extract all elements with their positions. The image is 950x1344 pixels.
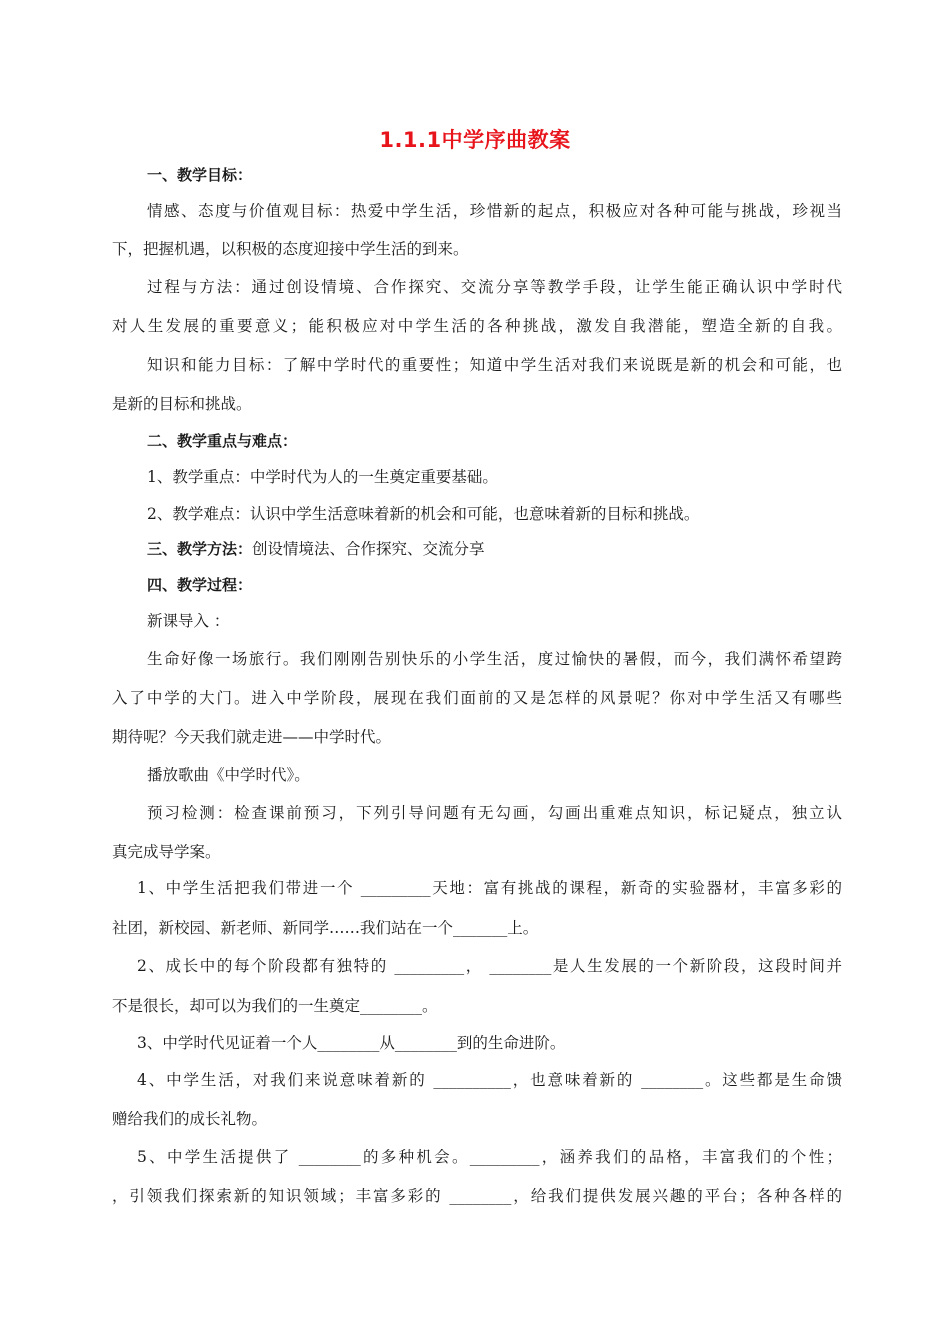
paragraph-line: 预习检测：检查课前预习，下列引导问题有无勾画，勾画出重难点知识，标记疑点，独立认 xyxy=(147,804,842,822)
paragraph-line: 下，把握机遇，以积极的态度迎接中学生活的到来。 xyxy=(112,240,469,258)
question-5-line: ，引领我们探索新的知识领域；丰富多彩的 ________，给我们提供发展兴趣的平台；各种各样的 xyxy=(112,1187,842,1205)
paragraph-line: 入了中学的大门。进入中学阶段，展现在我们面前的又是怎样的风景呢？你对中学生活又有哪些 xyxy=(112,689,842,707)
question-1-line: 1、中学生活把我们带进一个 _________天地：富有挑战的课程，新奇的实验器材，丰富多彩的 xyxy=(137,879,842,897)
question-2-line: 不是很长，却可以为我们的一生奠定________。 xyxy=(112,997,438,1015)
section-heading-objectives: 一、教学目标： xyxy=(147,166,253,184)
paragraph-line: 知识和能力目标：了解中学时代的重要性；知道中学生活对我们来说既是新的机会和可能，也 xyxy=(147,356,842,374)
paragraph-line: 播放歌曲《中学时代》。 xyxy=(147,766,310,784)
section-heading-process: 四、教学过程： xyxy=(147,576,253,594)
section-heading-methods xyxy=(147,539,842,559)
question-4-line: 赠给我们的成长礼物。 xyxy=(112,1110,268,1128)
paragraph-line: 过程与方法：通过创设情境、合作探究、交流分享等教学手段，让学生能正确认识中学时代 xyxy=(147,278,842,296)
methods-text: 创设情境法、合作探究、交流分享 xyxy=(252,540,485,558)
paragraph-line: 情感、态度与价值观目标：热爱中学生活，珍惜新的起点，积极应对各种可能与挑战，珍视当 xyxy=(147,202,842,220)
paragraph-line: 新课导入 ： xyxy=(147,612,230,630)
question-2-line: 2、成长中的每个阶段都有独特的 _________， ________是人生发展的一个新阶段，这段时间并 xyxy=(137,957,842,975)
paragraph-line: 生命好像一场旅行。我们刚刚告别快乐的小学生活，度过愉快的暑假，而今，我们满怀希望跨 xyxy=(147,650,842,668)
section-heading-key-points: 二、教学重点与难点： xyxy=(147,432,298,450)
paragraph-line: 1、教学重点：中学时代为人的一生奠定重要基础。 xyxy=(147,468,498,486)
question-4-line: 4、中学生活，对我们来说意味着新的 __________，也意味着新的 ________。这些都是生命馈 xyxy=(137,1071,842,1089)
question-5-line: 5、中学生活提供了 ________的多种机会。_________，涵养我们的品格，丰富我们的个性； xyxy=(137,1148,842,1166)
paragraph-line: 是新的目标和挑战。 xyxy=(112,395,252,413)
question-1-line: 社团，新校园、新老师、新同学……我们站在一个_______上。 xyxy=(112,919,539,937)
document-title: 1.1.1中学序曲教案 xyxy=(379,128,571,152)
paragraph-line: 真完成导学案。 xyxy=(112,843,221,861)
paragraph-line: 2、教学难点：认识中学生活意味着新的机会和可能，也意味着新的目标和挑战。 xyxy=(147,505,700,523)
methods-label: 三、教学方法： xyxy=(147,540,253,558)
paragraph-line: 期待呢？今天我们就走进——中学时代。 xyxy=(112,728,392,746)
paragraph-line: 对人生发展的重要意义；能积极应对中学生活的各种挑战，激发自我潜能，塑造全新的自我。 xyxy=(112,317,842,335)
question-3-line: 3、中学时代见证着一个人________从________到的生命进阶。 xyxy=(137,1034,566,1052)
